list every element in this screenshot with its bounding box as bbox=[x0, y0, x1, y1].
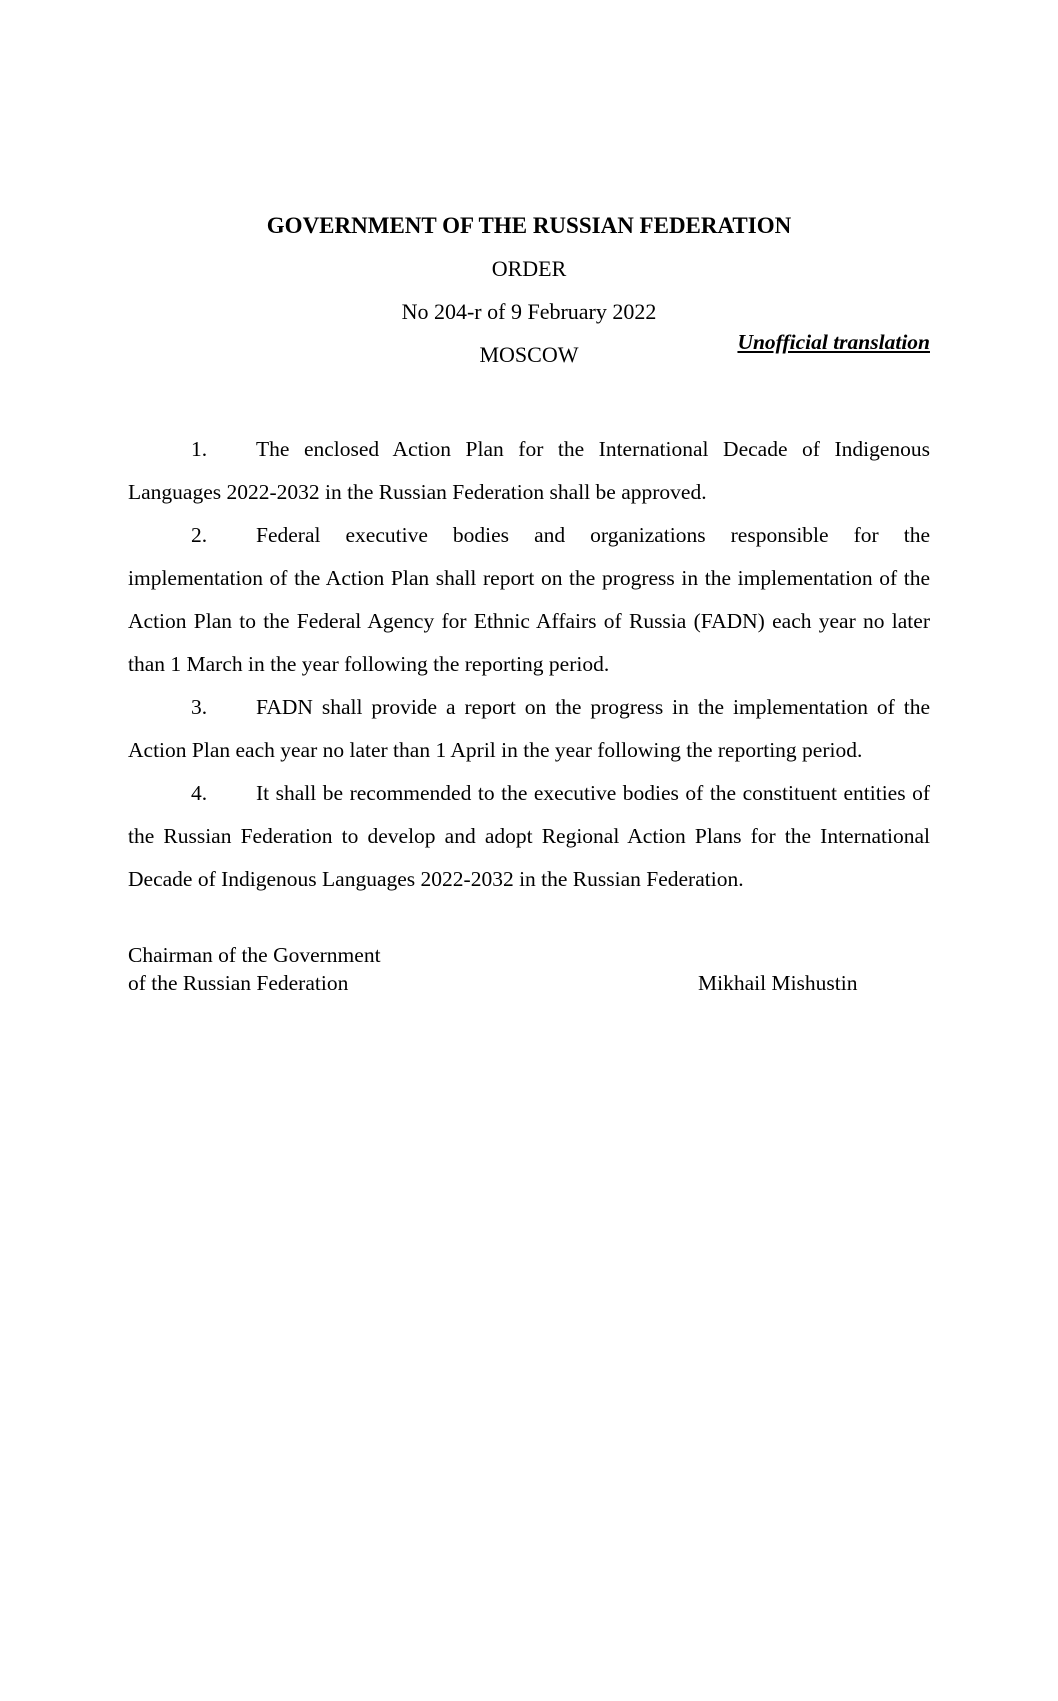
paragraph-list bbox=[128, 428, 930, 901]
document-number-line: No 204-r of 9 February 2022 bbox=[401, 299, 657, 324]
signatory-name: Mikhail Mishustin bbox=[698, 971, 858, 995]
document-title: GOVERNMENT OF THE RUSSIAN FEDERATION bbox=[266, 213, 792, 238]
paragraph-4-number: 4. bbox=[191, 781, 208, 805]
paragraph-4-text: It shall be recommended to the executive bodies of the constituent entities of the Russian Federation to develop and adopt Regional Action Plans for the International Decade of Indigenous Languages 2022-2032 in the Russian Federation. bbox=[128, 781, 930, 891]
paragraph-3 bbox=[128, 686, 930, 772]
paragraph-1-text: The enclosed Action Plan for the International Decade of Indigenous Languages 2022-2032 in the Russian Federation shall be approved. bbox=[128, 437, 930, 504]
signatory-title-line1: Chairman of the Government bbox=[128, 943, 381, 967]
paragraph-2-number: 2. bbox=[191, 523, 208, 547]
document-type: ORDER bbox=[491, 256, 567, 281]
document-page bbox=[0, 204, 1058, 1701]
paragraph-1-number: 1. bbox=[191, 437, 208, 461]
signatory-title-line2: of the Russian Federation bbox=[128, 971, 349, 995]
paragraph-2-text: Federal executive bodies and organizations responsible for the implementation of the Action Plan shall report on the progress in the implementation of the Action Plan to the Federal Agency for Ethnic Affairs of Russia (FADN) each year no later than 1 March in the year following the reporting period. bbox=[128, 523, 930, 676]
document-body bbox=[128, 428, 930, 997]
paragraph-1 bbox=[128, 428, 930, 514]
document-city: MOSCOW bbox=[479, 342, 579, 367]
paragraph-2 bbox=[128, 514, 930, 686]
paragraph-3-number: 3. bbox=[191, 695, 208, 719]
paragraph-3-text: FADN shall provide a report on the progress in the implementation of the Action Plan each year no later than 1 April in the year following the reporting period. bbox=[128, 695, 930, 762]
paragraph-4 bbox=[128, 772, 930, 901]
signature-block bbox=[128, 941, 930, 997]
translation-note: Unofficial translation bbox=[737, 330, 930, 354]
